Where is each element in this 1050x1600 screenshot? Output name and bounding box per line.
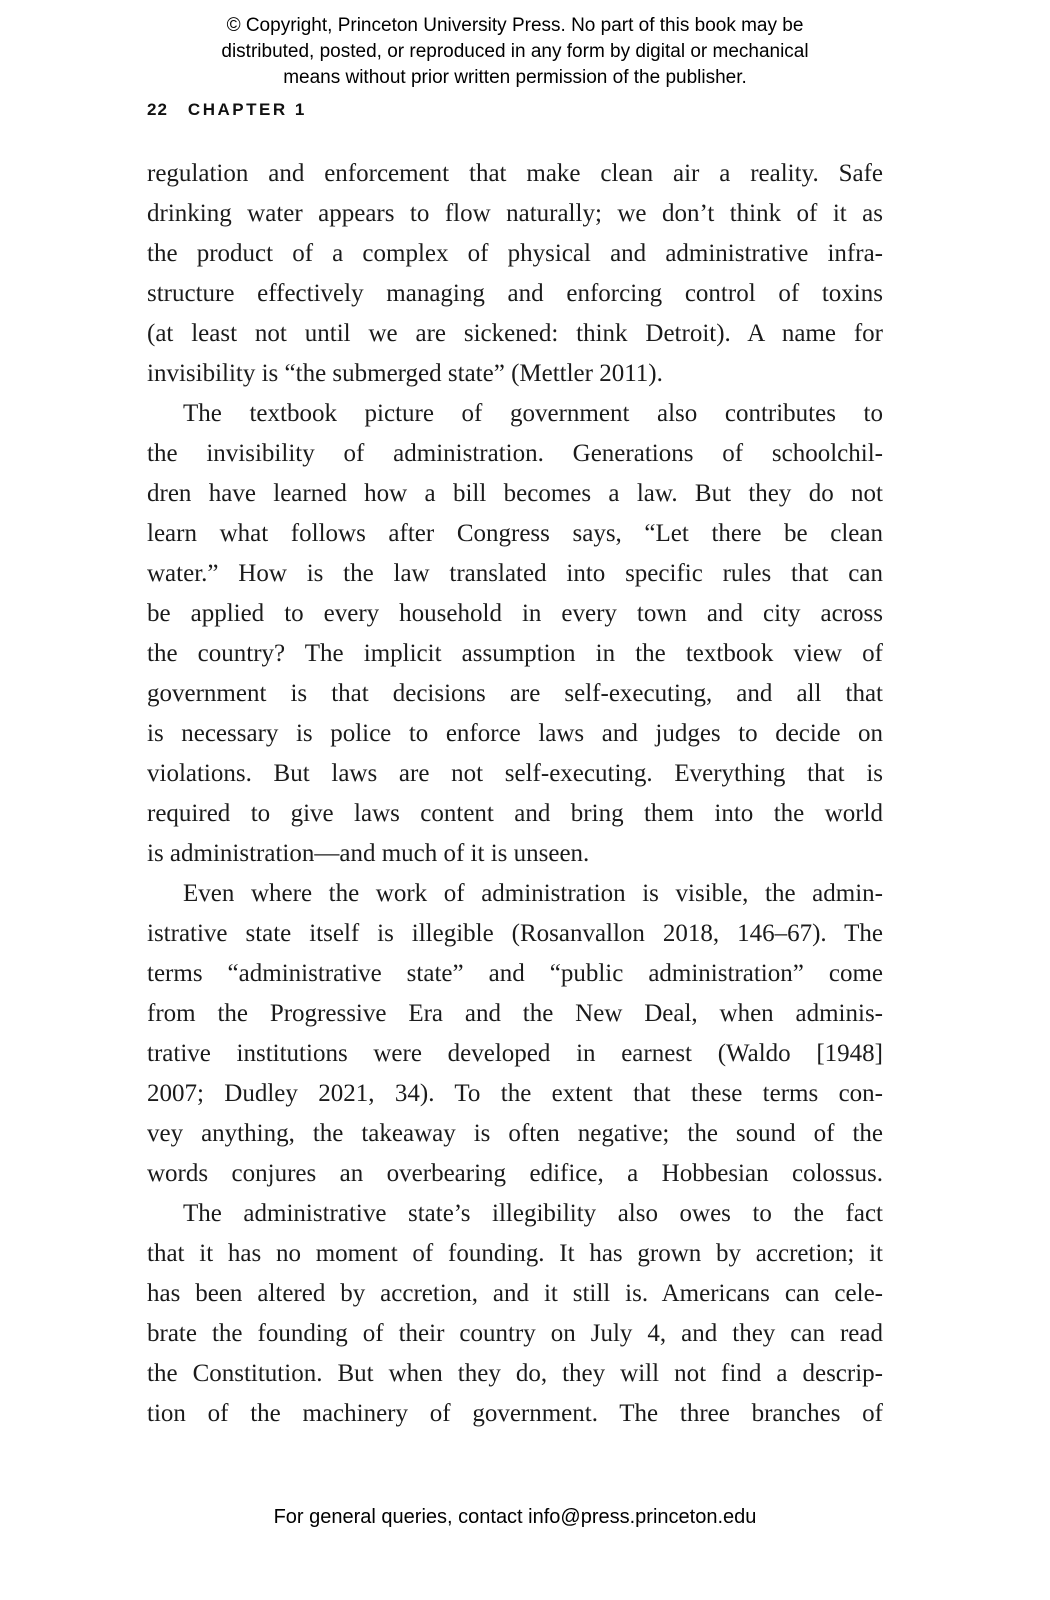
text-line: words conjures an overbearing edifice, a Hobbesian colossus. — [147, 1160, 883, 1187]
text-line: vey anything, the takeaway is often negative; the sound of the — [147, 1120, 883, 1147]
body-text — [147, 154, 883, 1434]
footer-contact: For general queries, contact info@press.princeton.edu — [273, 1506, 757, 1528]
text-line: terms “administrative state” and “public administration” come — [147, 960, 883, 987]
text-line: Even where the work of administration is visible, the admin- — [183, 880, 883, 907]
text-line: learn what follows after Congress says, “Let there be clean — [147, 520, 883, 547]
text-line: regulation and enforcement that make clean air a reality. Safe — [147, 160, 883, 187]
page-content — [147, 0, 883, 1434]
copyright-line: © Copyright, Princeton University Press. No part of this book may be — [226, 15, 804, 36]
text-line: The administrative state’s illegibility also owes to the fact — [183, 1200, 883, 1227]
copyright-line: distributed, posted, or reproduced in any form by digital or mechanical — [221, 41, 809, 62]
paragraph — [147, 1194, 883, 1434]
copyright-line: means without prior written permission of the publisher. — [283, 67, 747, 88]
text-line: has been altered by accretion, and it still is. Americans can cele- — [147, 1280, 883, 1307]
text-line: be applied to every household in every town and city across — [147, 600, 883, 627]
text-line: the Constitution. But when they do, they will not find a descrip- — [147, 1360, 883, 1387]
text-line: violations. But laws are not self-executing. Everything that is — [147, 760, 883, 787]
chapter-label: CHAPTER 1 — [187, 100, 307, 119]
text-line: invisibility is “the submerged state” (Mettler 2011). — [147, 360, 663, 387]
text-line: government is that decisions are self-executing, and all that — [147, 680, 883, 707]
text-line: 2007; Dudley 2021, 34). To the extent that these terms con- — [147, 1080, 883, 1107]
paragraph — [147, 394, 883, 874]
text-line: from the Progressive Era and the New Deal, when adminis- — [147, 1000, 883, 1027]
copyright-notice — [147, 13, 883, 91]
text-line: required to give laws content and bring them into the world — [147, 800, 883, 827]
text-line: is administration—and much of it is unseen. — [147, 840, 590, 867]
text-line: is necessary is police to enforce laws and judges to decide on — [147, 720, 883, 747]
text-line: the country? The implicit assumption in the textbook view of — [147, 640, 883, 667]
text-line: (at least not until we are sickened: think Detroit). A name for — [147, 320, 883, 347]
paragraph — [147, 874, 883, 1194]
text-line: dren have learned how a bill becomes a law. But they do not — [147, 480, 883, 507]
text-line: that it has no moment of founding. It has grown by accretion; it — [147, 1240, 883, 1267]
text-line: trative institutions were developed in earnest (Waldo [1948] — [147, 1040, 883, 1067]
text-line: brate the founding of their country on July 4, and they can read — [147, 1320, 883, 1347]
text-line: istrative state itself is illegible (Rosanvallon 2018, 146–67). The — [147, 920, 883, 947]
text-line: the product of a complex of physical and administrative infra- — [147, 240, 883, 267]
text-line: structure effectively managing and enforcing control of toxins — [147, 280, 883, 307]
text-line: tion of the machinery of government. The three branches of — [147, 1400, 883, 1427]
text-line: The textbook picture of government also contributes to — [183, 400, 883, 427]
text-line: drinking water appears to flow naturally; we don’t think of it as — [147, 200, 883, 227]
text-line: the invisibility of administration. Generations of schoolchil- — [147, 440, 883, 467]
paragraph — [147, 154, 883, 394]
page-number: 22 — [147, 100, 168, 119]
text-line: water.” How is the law translated into specific rules that can — [147, 560, 883, 587]
running-head — [147, 100, 883, 120]
